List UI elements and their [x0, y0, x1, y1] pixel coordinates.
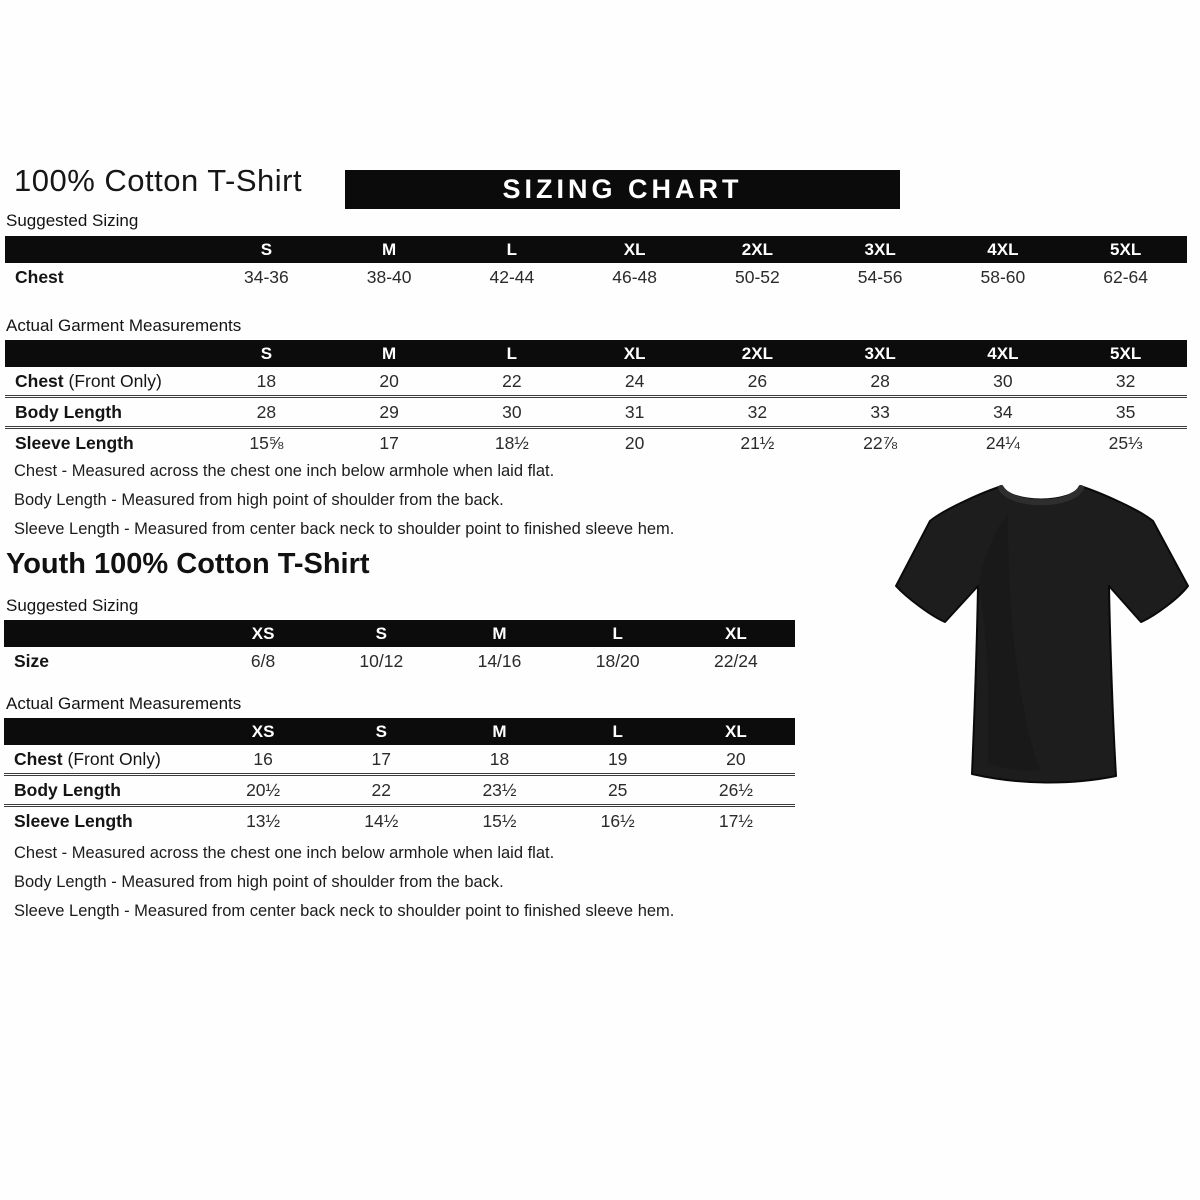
row-label-cell [5, 371, 205, 392]
value-cell: 17 [371, 748, 392, 769]
size-header-row [5, 340, 1187, 367]
adult-suggested-sizing-table [5, 236, 1187, 291]
value-cell: 34 [993, 401, 1013, 422]
value-cell: 20½ [246, 779, 281, 800]
size-column-header: M [382, 239, 397, 259]
value-cell: 20 [379, 370, 399, 391]
sizing-chart-banner-text: SIZING CHART [502, 174, 743, 204]
value-cell: 22⅞ [863, 432, 898, 453]
size-column-header: S [375, 721, 387, 741]
row-label: Chest [15, 266, 64, 287]
value-cell: 34-36 [243, 266, 289, 287]
table-row [5, 263, 1187, 291]
size-header-row [4, 620, 795, 647]
value-cell: 18 [489, 748, 510, 769]
value-cell: 10/12 [359, 650, 404, 671]
size-column-header: XS [251, 623, 275, 643]
value-cell: 28 [256, 401, 277, 422]
value-cell: 35 [1115, 401, 1136, 422]
size-column-header: XL [725, 623, 747, 643]
youth-measurement-notes [14, 844, 834, 931]
row-label-suffix: (Front Only) [63, 370, 162, 391]
value-cell: 25⅓ [1108, 432, 1143, 453]
value-cell: 18 [256, 370, 277, 391]
row-label-cell [4, 749, 204, 770]
value-cell: 24 [624, 370, 645, 391]
row-label-cell [4, 780, 204, 801]
value-cell: 62-64 [1103, 266, 1148, 287]
value-cell: 31 [624, 401, 645, 422]
row-label: Chest [15, 370, 64, 391]
adult-measurement-notes [14, 462, 834, 549]
value-cell: 50-52 [734, 266, 780, 287]
value-cell: 32 [747, 401, 768, 422]
size-column-header: 5XL [1110, 239, 1142, 259]
table-row [5, 426, 1187, 457]
size-column-header: XL [623, 239, 646, 259]
value-cell: 17½ [718, 810, 753, 831]
row-label: Body Length [14, 779, 121, 800]
adult-title: 100% Cotton T-Shirt [14, 163, 303, 198]
row-label: Body Length [15, 401, 122, 422]
note-chest: Chest - Measured across the chest one inch below armhole when laid flat. [14, 462, 555, 480]
value-cell: 54-56 [857, 266, 903, 287]
size-column-header: 3XL [864, 239, 896, 259]
youth-suggested-sizing-table [4, 620, 795, 675]
youth-title: Youth 100% Cotton T-Shirt [6, 548, 370, 580]
value-cell: 28 [870, 370, 890, 391]
note-chest: Chest - Measured across the chest one inch below armhole when laid flat. [14, 844, 555, 862]
value-cell: 26 [747, 370, 768, 391]
size-column-header: L [612, 721, 623, 741]
value-cell: 26½ [718, 779, 753, 800]
value-cell: 22/24 [713, 650, 758, 671]
size-column-header: S [375, 623, 387, 643]
tshirt-graphic [890, 464, 1192, 809]
size-column-header: 3XL [864, 343, 896, 363]
value-cell: 24¼ [985, 432, 1020, 453]
value-cell: 25 [607, 779, 628, 800]
row-label: Size [14, 650, 50, 671]
size-column-header: M [492, 721, 507, 741]
table-row [4, 745, 795, 773]
size-column-header: M [382, 343, 397, 363]
size-column-header: L [612, 623, 623, 643]
value-cell: 18/20 [595, 650, 640, 671]
row-label-cell [4, 651, 204, 672]
black-tshirt-image [890, 464, 1192, 809]
row-label-cell [5, 433, 205, 454]
size-column-header: 5XL [1110, 343, 1142, 363]
value-cell: 21½ [740, 432, 775, 453]
row-label-cell [5, 402, 205, 423]
row-label-suffix: (Front Only) [62, 748, 161, 769]
youth-suggested-sizing-heading: Suggested Sizing [6, 596, 139, 615]
value-cell: 15½ [482, 810, 517, 831]
row-label-cell [5, 267, 205, 288]
value-cell: 17 [379, 432, 399, 453]
youth-garment-measurements-table [4, 718, 795, 835]
value-cell: 30 [993, 370, 1013, 391]
tshirt-collar [1001, 488, 1081, 502]
adult-suggested-sizing-heading: Suggested Sizing [6, 211, 139, 230]
value-cell: 18½ [494, 432, 529, 453]
value-cell: 20 [726, 748, 746, 769]
value-cell: 19 [607, 748, 628, 769]
value-cell: 38-40 [366, 266, 412, 287]
size-column-header: 4XL [987, 239, 1019, 259]
adult-garment-measurements-heading: Actual Garment Measurements [6, 316, 242, 335]
size-column-header: XS [251, 721, 275, 741]
value-cell: 6/8 [250, 650, 276, 671]
adult-garment-measurements-table [5, 340, 1187, 457]
value-cell: 16½ [600, 810, 635, 831]
value-cell: 22 [502, 370, 522, 391]
value-cell: 14/16 [477, 650, 522, 671]
table-row [4, 804, 795, 835]
size-column-header: L [506, 343, 518, 363]
note-sleeve-length: Sleeve Length - Measured from center back neck to shoulder point to finished sleeve hem. [14, 902, 675, 920]
table-row [4, 647, 795, 675]
value-cell: 58-60 [980, 266, 1026, 287]
youth-garment-measurements-heading: Actual Garment Measurements [6, 694, 242, 713]
value-cell: 33 [870, 401, 890, 422]
value-cell: 29 [379, 401, 399, 422]
note-body-length: Body Length - Measured from high point of shoulder from the back. [14, 873, 504, 891]
size-column-header: 4XL [987, 343, 1019, 363]
size-column-header: M [492, 623, 507, 643]
size-column-header: XL [623, 343, 646, 363]
value-cell: 42-44 [489, 266, 535, 287]
sizing-chart-banner [345, 170, 900, 209]
size-column-header: 2XL [741, 343, 773, 363]
size-column-header: L [506, 239, 518, 259]
size-column-header: S [260, 343, 273, 363]
note-body-length: Body Length - Measured from high point of shoulder from the back. [14, 491, 504, 509]
tshirt-body [896, 486, 1188, 783]
table-row [5, 367, 1187, 395]
size-column-header: XL [725, 721, 747, 741]
row-label: Sleeve Length [15, 432, 134, 453]
table-row [5, 395, 1187, 426]
note-sleeve-length: Sleeve Length - Measured from center back neck to shoulder point to finished sleeve hem. [14, 520, 675, 538]
table-row [4, 773, 795, 804]
value-cell: 14½ [364, 810, 399, 831]
size-header-row [4, 718, 795, 745]
value-cell: 13½ [246, 810, 281, 831]
value-cell: 30 [502, 401, 522, 422]
size-column-header: 2XL [741, 239, 773, 259]
row-label-cell [4, 811, 204, 832]
row-label: Chest [14, 748, 63, 769]
value-cell: 32 [1115, 370, 1136, 391]
value-cell: 20 [624, 432, 645, 453]
row-label: Sleeve Length [14, 810, 133, 831]
value-cell: 22 [371, 779, 392, 800]
value-cell: 23½ [482, 779, 517, 800]
size-column-header: S [260, 239, 273, 259]
value-cell: 15⅝ [249, 432, 284, 453]
value-cell: 16 [253, 748, 273, 769]
size-header-row [5, 236, 1187, 263]
value-cell: 46-48 [612, 266, 657, 287]
